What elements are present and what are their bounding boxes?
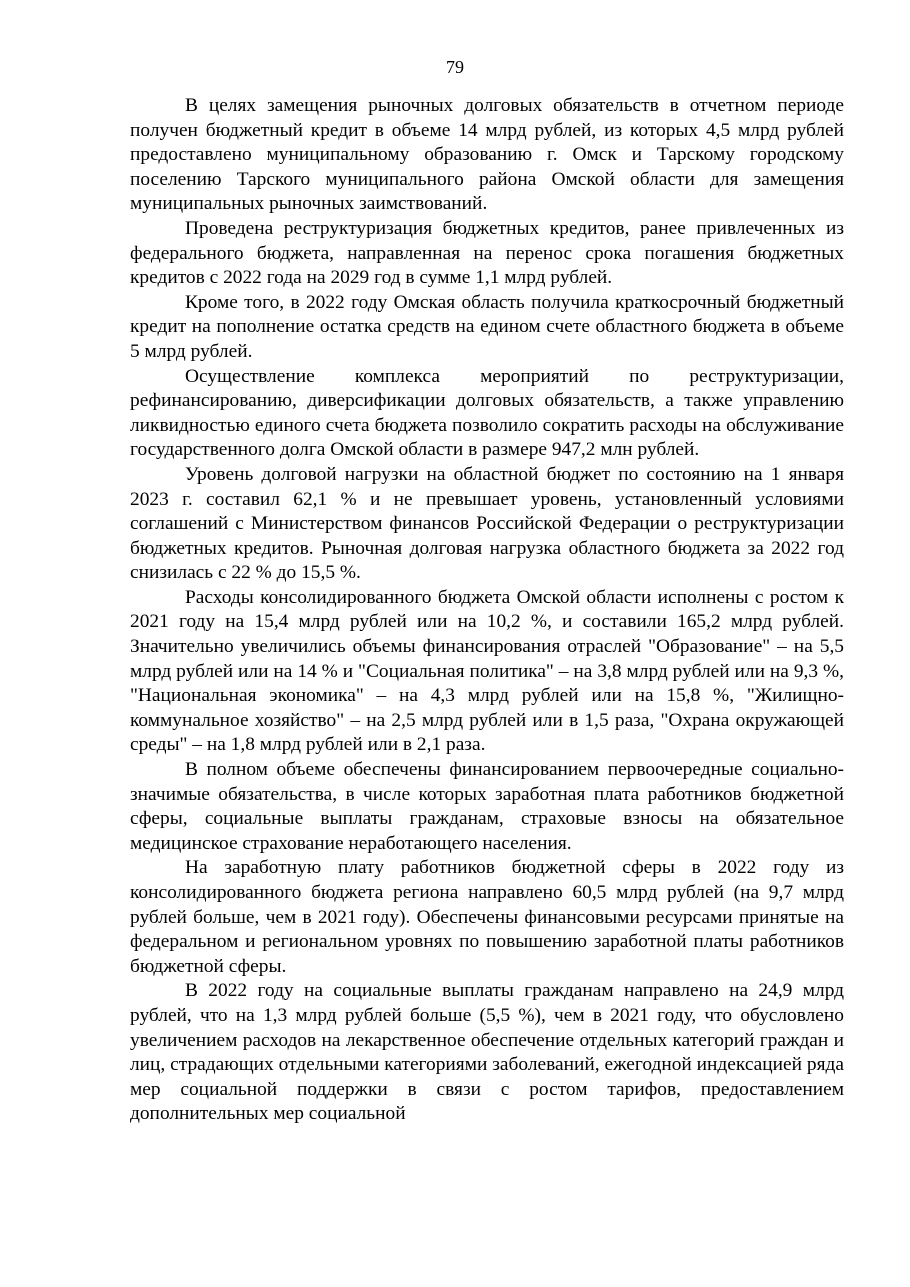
paragraph-budget-credit: В целях замещения рыночных долговых обязательств в отчетном периоде получен бюджетный кредит в объеме 14 млрд рублей, из которых 4,5 млрд рублей предоставлено муниципальному образованию г. Омск и Тарскому городскому поселению Тарского муниципального района Омской области для замещения муниципальных рыночных заимствований. <box>130 95 844 215</box>
paragraph-priority-obligations: В полном объеме обеспечены финансированием первоочередные социально-значимые обязательства, в числе которых заработная плата работников бюджетной сферы, социальные выплаты гражданам, страховые взносы на обязательное медицинское страхование неработающего населения. <box>130 759 844 854</box>
paragraph-consolidated-expenses: Расходы консолидированного бюджета Омской области исполнены с ростом к 2021 году на 15,4 млрд рублей или на 10,2 %, и составили 165,2 млрд рублей. Значительно увеличились объемы финансирования отраслей "Образование" – на 5,5 млрд рублей или на 14 % и "Социальная политика" – на 3,8 млрд рублей или на 9,3 %, "Национальная экономика" – на 4,3 млрд рублей или на 15,8 %, "Жилищно-коммунальное хозяйство" – на 2,5 млрд рублей или в 1,5 раза, "Охрана окружающей среды" – на 1,8 млрд рублей или в 2,1 раза. <box>130 586 844 756</box>
paragraph-social-payments: В 2022 году на социальные выплаты гражданам направлено на 24,9 млрд рублей, что на 1,3 млрд рублей больше (5,5 %), чем в 2021 году, что обусловлено увеличением расходов на лекарственное обеспечение отдельных категорий граждан и лиц, страдающих отдельными категориями заболеваний, ежегодной индексацией ряда мер социальной поддержки в связи с ростом тарифов, предоставлением дополнительных мер социальной <box>130 980 844 1125</box>
paragraph-short-term-credit: Кроме того, в 2022 году Омская область получила краткосрочный бюджетный кредит на пополнение остатка средств на едином счете областного бюджета в объеме 5 млрд рублей. <box>130 291 844 362</box>
paragraph-debt-service-savings: Осуществление комплекса мероприятий по реструктуризации, рефинансированию, диверсификации долговых обязательств, а также управлению ликвидностью единого счета бюджета позволило сократить расходы на обслуживание государственного долга Омской области в размере 947,2 млн рублей. <box>130 365 844 461</box>
paragraph-salaries: На заработную плату работников бюджетной сферы в 2022 году из консолидированного бюджета региона направлено 60,5 млрд рублей (на 9,7 млрд рублей больше, чем в 2021 году). Обеспечены финансовыми ресурсами принятые на федеральном и региональном уровнях по повышению заработной платы работников бюджетной сферы. <box>130 857 844 977</box>
paragraph-restructuring: Проведена реструктуризация бюджетных кредитов, ранее привлеченных из федерального бюджета, направленная на перенос срока погашения бюджетных кредитов с 2022 года на 2029 год в сумме 1,1 млрд рублей. <box>130 217 844 289</box>
document-body <box>130 94 844 1127</box>
page-number: 79 <box>446 57 464 77</box>
paragraph-debt-load: Уровень долговой нагрузки на областной бюджет по состоянию на 1 января 2023 г. составил 62,1 % и не превышает уровень, установленный условиями соглашений с Министерством финансов Российской Федерации о реструктуризации бюджетных кредитов. Рыночная долговая нагрузка областного бюджета за 2022 год снизилась с 22 % до 15,5 %. <box>130 463 844 584</box>
